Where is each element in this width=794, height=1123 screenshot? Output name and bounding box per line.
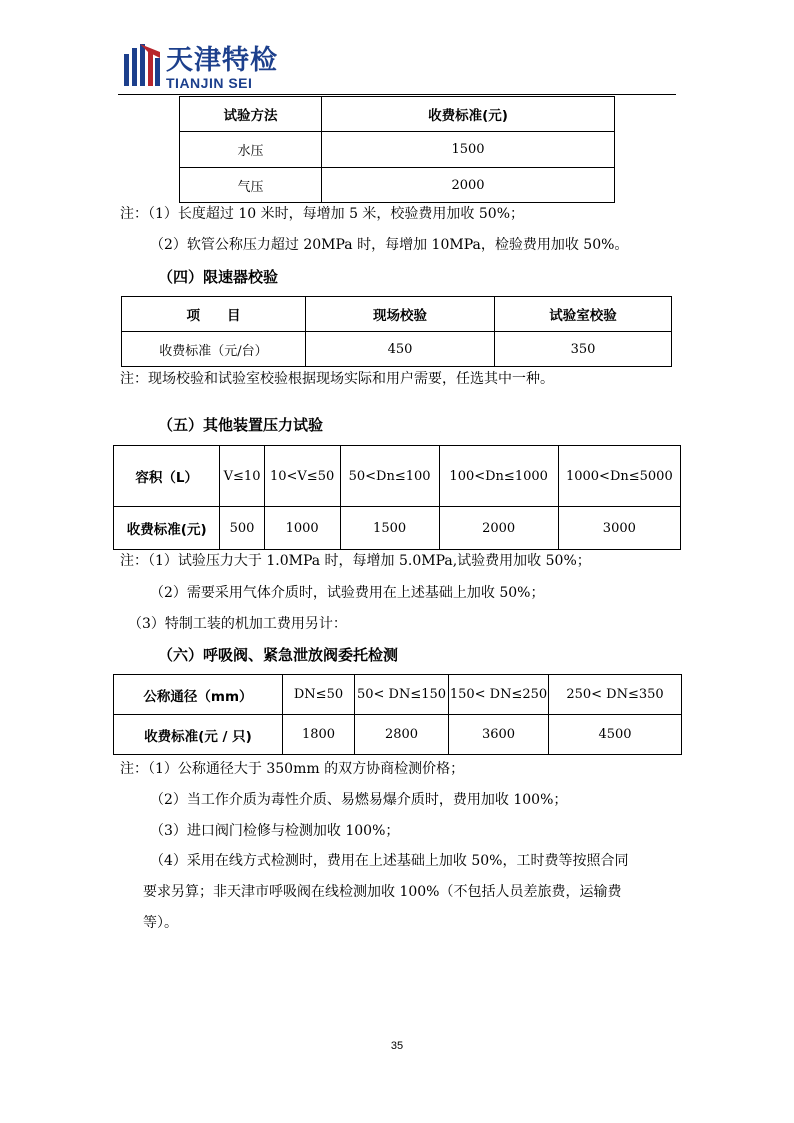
table-cell: 150< DN≤250	[449, 675, 549, 715]
table-cell: 1000	[264, 507, 340, 550]
note-line: （3）进口阀门检修与检测加收 100%；	[150, 823, 400, 839]
table-cell: 450	[306, 332, 495, 367]
note-line: 要求另算；非天津市呼吸阀在线检测加收 100%（不包括人员差旅费，运输费	[143, 884, 622, 900]
table-cell: 1500	[340, 507, 439, 550]
note-line: （2）需要采用气体介质时，试验费用在上述基础上加收 50%；	[150, 585, 545, 601]
test-method-fee-table	[179, 96, 615, 203]
table-row	[180, 168, 615, 203]
table-header-cell: 收费标准(元 / 只)	[114, 715, 283, 755]
table-header-cell: 项 目	[122, 297, 306, 332]
table-cell: 4500	[549, 715, 682, 755]
section-title: （四）限速器校验	[158, 268, 279, 286]
table-header-cell: 现场校验	[306, 297, 495, 332]
table-cell: 500	[220, 507, 264, 550]
note-line: 注：（1）试验压力大于 1.0MPa 时，每增加 5.0MPa,试验费用加收 50%；	[120, 553, 591, 569]
table-row	[114, 675, 682, 715]
table-cell: 1000<Dn≤5000	[558, 446, 680, 507]
table-cell: 10<V≤50	[264, 446, 340, 507]
pressure-test-fee-table	[113, 445, 681, 550]
table-header-cell: 试验室校验	[495, 297, 672, 332]
table-header-cell: 公称通径（mm）	[114, 675, 283, 715]
note-line: 注：现场校验和试验室校验根据现场实际和用户需要，任选其中一种。	[120, 371, 554, 387]
table-cell: 2800	[355, 715, 449, 755]
breather-valve-fee-table	[113, 674, 682, 755]
table-cell: 收费标准（元/台）	[122, 332, 306, 367]
tianjin-sei-logo-icon	[122, 42, 162, 86]
note-line: （2）当工作介质为毒性介质、易燃易爆介质时，费用加收 100%；	[150, 792, 568, 808]
note-line: 注：（1）长度超过 10 米时，每增加 5 米，校验费用加收 50%；	[120, 206, 524, 222]
table-cell: 水压	[180, 132, 322, 168]
table-row	[180, 132, 615, 168]
table-cell: 2000	[322, 168, 615, 203]
table-row	[114, 446, 681, 507]
table-cell: 1500	[322, 132, 615, 168]
table-cell: 3000	[558, 507, 680, 550]
logo-chinese-name: 天津特检	[166, 45, 278, 76]
table-cell: 250< DN≤350	[549, 675, 682, 715]
table-cell: 50< DN≤150	[355, 675, 449, 715]
table-cell: 气压	[180, 168, 322, 203]
speed-governor-fee-table	[121, 296, 672, 367]
table-cell: DN≤50	[283, 675, 355, 715]
section-title: （六）呼吸阀、紧急泄放阀委托检测	[158, 646, 399, 664]
note-line: 等）。	[143, 915, 178, 931]
table-row	[114, 715, 682, 755]
table-cell: V≤10	[220, 446, 264, 507]
note-line: （3）特制工装的机加工费用另计：	[128, 616, 347, 632]
logo-english-name: TIANJIN SEI	[166, 75, 253, 91]
section-title: （五）其他装置压力试验	[158, 416, 324, 434]
table-row	[114, 507, 681, 550]
table-header-cell: 容积（L）	[114, 446, 220, 507]
header-rule	[118, 94, 676, 95]
page-number: 35	[390, 1040, 404, 1052]
table-row	[122, 332, 672, 367]
note-line: 注：（1）公称通径大于 350mm 的双方协商检测价格；	[120, 761, 465, 777]
table-header-cell: 收费标准(元)	[322, 97, 615, 132]
table-cell: 1800	[283, 715, 355, 755]
table-header-cell: 收费标准(元)	[114, 507, 220, 550]
table-cell: 50<Dn≤100	[340, 446, 439, 507]
note-line: （2）软管公称压力超过 20MPa 时，每增加 10MPa，检验费用加收 50%。	[150, 237, 629, 253]
table-cell: 2000	[439, 507, 558, 550]
note-line: （4）采用在线方式检测时，费用在上述基础上加收 50%，工时费等按照合同	[150, 853, 629, 869]
table-cell: 3600	[449, 715, 549, 755]
table-header-cell: 试验方法	[180, 97, 322, 132]
table-cell: 350	[495, 332, 672, 367]
table-cell: 100<Dn≤1000	[439, 446, 558, 507]
